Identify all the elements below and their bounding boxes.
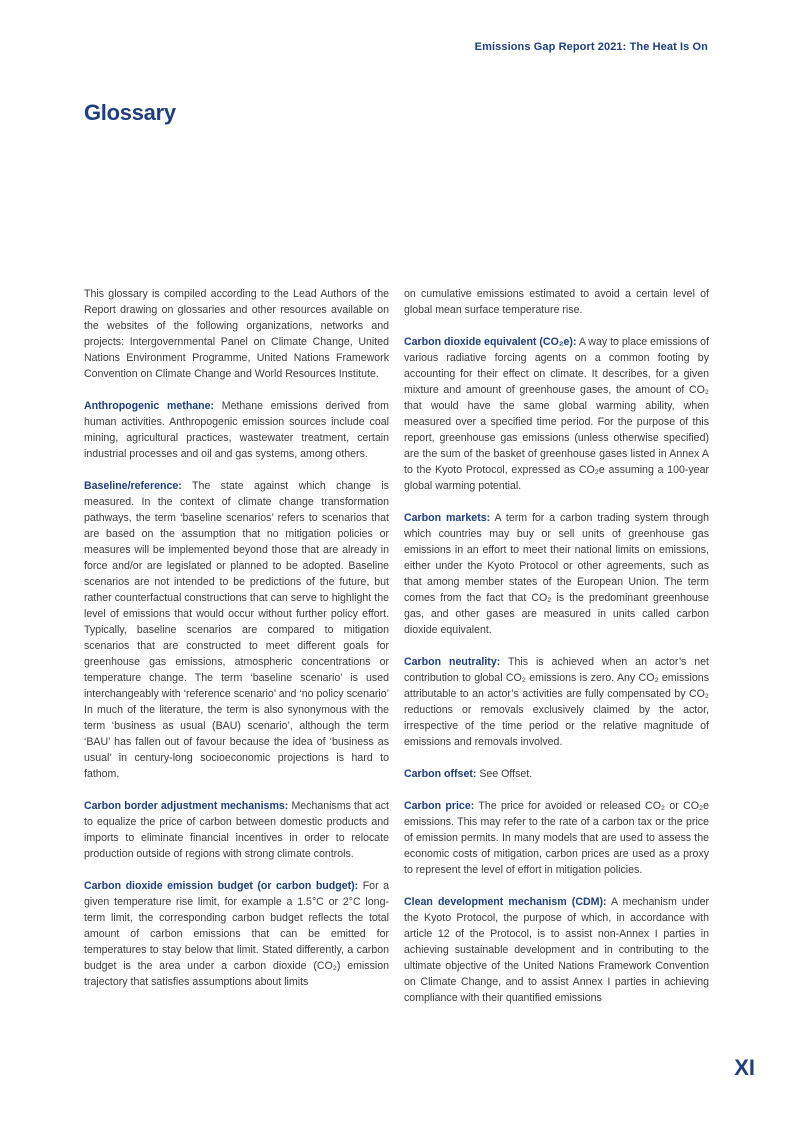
glossary-entry-carbon-offset [404,766,709,782]
glossary-term: Carbon neutrality: [404,656,501,668]
glossary-entry-carbon-neutrality [404,654,709,750]
page-title: Glossary [84,100,176,125]
glossary-term: Anthropogenic methane: [84,400,215,412]
glossary-entry-carbon-border-adjustment [84,798,389,862]
glossary-intro: This glossary is compiled according to the Lead Authors of the Report drawing on glossaries and other resources available on the websites of the following organizations, networks and projects: Intergovernmental Panel on Climate Change, United Nations Environment Programme, United Nations Framework Convention on Climate Change and World Resources Institute. [84,288,389,380]
glossary-term: Carbon markets: [404,512,491,524]
glossary-term: Carbon dioxide emission budget (or carbon budget): [84,880,359,892]
right-column [404,286,709,1022]
glossary-entry-carbon-price [404,798,709,878]
glossary-definition: This is achieved when an actor’s net contribution to global CO₂ emissions is zero. Any CO₂ emissions attributable to an actor’s activities are fully compensated by CO₂ reductions or removals exclusively claimed by the actor, irrespective of the time period or the relative magnitude of emissions and removals involved. [404,656,709,748]
glossary-term: Carbon offset: [404,768,477,780]
page-number: XI [734,1055,755,1080]
glossary-definition: A term for a carbon trading system through which countries may buy or sell units of greenhouse gas emissions in an effort to meet their national limits on emissions, either under the Kyoto Protocol or other agreements, such as that among member states of the European Union. The term comes from the fact that CO₂ is the predominant greenhouse gas, and other gases are measured in units called carbon dioxide equivalent. [404,512,710,636]
glossary-definition: For a given temperature rise limit, for example a 1.5°C or 2°C long-term limit, the corresponding carbon budget reflects the total amount of carbon emissions that can be emitted for temperatures to stay below that limit. Stated differently, a carbon budget is the area under a carbon dioxide (CO₂) emission trajectory that satisfies assumptions about limits [84,880,389,988]
glossary-definition: A mechanism under the Kyoto Protocol, the purpose of which, in accordance with article 12 of the Protocol, is to assist non-Annex I parties in achieving sustainable development and in contributing to the ultimate objective of the United Nations Framework Convention on Climate Change, and to assist Annex I parties in achieving compliance with their quantified emissions [404,896,709,1004]
glossary-definition: See Offset. [479,768,533,780]
glossary-definition: Mechanisms that act to equalize the price of carbon between domestic products and imports to eliminate financial incentives in order to relocate production outside of regions with strong climate controls. [84,800,389,860]
running-header: Emissions Gap Report 2021: The Heat Is On [474,41,708,53]
glossary-definition: The price for avoided or released CO₂ or CO₂e emissions. This may refer to the rate of a carbon tax or the price of emission permits. In many models that are used to assess the economic costs of mitigation, carbon prices are used as a proxy to represent the level of effort in mitigation policies. [404,800,709,876]
glossary-entry-carbon-budget [84,878,389,990]
glossary-entry-carbon-markets [404,510,709,638]
glossary-entry-cdm [404,894,709,1006]
glossary-term: Clean development mechanism (CDM): [404,896,607,908]
glossary-continuation: on cumulative emissions estimated to avoid a certain level of global mean surface temperature rise. [404,288,709,316]
glossary-term: Baseline/reference: [84,480,182,492]
glossary-entry-baseline-reference [84,478,389,782]
glossary-entry-anthropogenic-methane [84,398,389,462]
glossary-definition: A way to place emissions of various radiative forcing agents on a common footing by accounting for their effect on climate. It describes, for a given mixture and amount of greenhouse gases, the amount of CO₂ that would have the same global warming ability, when measured over a specified time period. For the purpose of this report, greenhouse gas emissions (unless otherwise specified) are the sum of the basket of greenhouse gases listed in Annex A to the Kyoto Protocol, expressed as CO₂e assuming a 100-year global warming potential. [404,336,710,492]
glossary-definition: The state against which change is measured. In the context of climate change transformation pathways, the term ‘baseline scenarios’ refers to scenarios that are based on the assumption that no mitigation policies or measures will be implemented beyond those that are already in force and/or are legislated or planned to be adopted. Baseline scenarios are not intended to be predictions of the future, but rather counterfactual constructions that can serve to highlight the level of emissions that would occur without further policy effort. Typically, baseline scenarios are compared to mitigation scenarios that are constructed to meet different goals for greenhouse gas emissions, atmospheric concentrations or temperature change. The term ‘baseline scenario’ is used interchangeably with ‘reference scenario’ and ‘no policy scenario’ In much of the literature, the term is also synonymous with the term ‘business as usual (BAU) scenario’, although the term ‘BAU’ has fallen out of favour because the idea of ‘business as usual’ in century-long socioeconomic projections is hard to fathom. [84,480,389,780]
glossary-term: Carbon dioxide equivalent (CO₂e): [404,336,577,348]
glossary-term: Carbon border adjustment mechanisms: [84,800,289,812]
left-column [84,286,389,1006]
glossary-entry-co2e [404,334,709,494]
glossary-definition: Methane emissions derived from human activities. Anthropogenic emission sources include coal mining, agricultural practices, wastewater treatment, certain industrial processes and oil and gas systems, among others. [84,400,389,460]
glossary-term: Carbon price: [404,800,475,812]
